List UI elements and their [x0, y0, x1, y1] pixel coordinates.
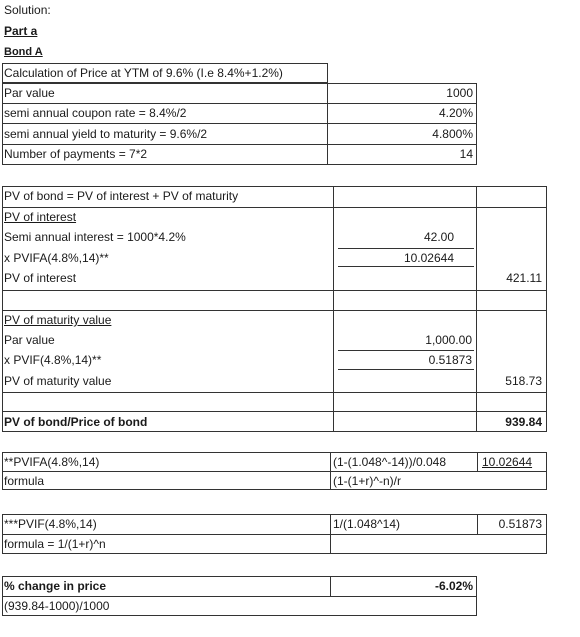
input-value: 4.20% — [438, 106, 473, 120]
semi-annual-interest-label: Semi annual interest = 1000*4.2% — [4, 230, 186, 244]
pvif-box-value: 0.51873 — [498, 517, 542, 531]
part-heading: Part a — [4, 24, 38, 38]
calc-title: Calculation of Price at YTM of 9.6% (I.e 8.4%+1.2%) — [4, 66, 283, 80]
pv-interest-heading: PV of interest — [4, 210, 77, 224]
input-label: Number of payments = 7*2 — [4, 147, 148, 161]
pv-interest-label: PV of interest — [4, 271, 77, 285]
pvifa-value: 10.02644 — [403, 251, 454, 265]
input-value: 1000 — [446, 86, 473, 100]
pv-interest-value: 421.11 — [506, 271, 542, 285]
pvif-box-label: ***PVIF(4.8%,14) — [4, 517, 97, 531]
input-value: 14 — [459, 147, 473, 161]
pv-maturity-heading: PV of maturity value — [4, 313, 112, 327]
input-label: Par value — [4, 86, 55, 100]
pvifa-box-label2: formula — [4, 474, 45, 488]
pv-maturity-value: 518.73 — [505, 374, 542, 388]
pvifa-label: x PVIFA(4.8%,14)** — [4, 251, 109, 265]
pvif-box-label2: formula = 1/(1+r)^n — [4, 537, 106, 551]
pvif-label: x PVIF(4.8%,14)** — [4, 353, 102, 367]
semi-annual-interest-value: 42.00 — [423, 230, 454, 244]
price-label: PV of bond/Price of bond — [4, 415, 148, 429]
par-label: Par value — [4, 333, 55, 347]
pvifa-box-formula: (1-(1.048^-14))/0.048 — [333, 455, 447, 469]
change-value: -6.02% — [434, 579, 473, 593]
change-label: % change in price — [4, 579, 107, 593]
input-label: semi annual coupon rate = 8.4%/2 — [4, 106, 187, 120]
change-formula: (939.84-1000)/1000 — [4, 599, 110, 613]
pvif-box-formula: 1/(1.048^14) — [333, 517, 401, 531]
pvif-value: 0.51873 — [428, 353, 472, 367]
bond-heading: Bond A — [4, 46, 43, 58]
solution-heading: Solution: — [4, 3, 51, 17]
pv-table — [2, 186, 547, 432]
pvifa-box-label: **PVIFA(4.8%,14) — [4, 455, 100, 469]
pv-formula: PV of bond = PV of interest + PV of maturity — [4, 189, 239, 203]
input-label: semi annual yield to maturity = 9.6%/2 — [4, 127, 208, 141]
par-value: 1,000.00 — [425, 333, 472, 347]
price-value: 939.84 — [505, 415, 542, 429]
pvifa-box-formula2: (1-(1+r)^-n)/r — [333, 474, 401, 488]
pv-maturity-label: PV of maturity value — [4, 374, 112, 388]
pvifa-box-value: 10.02644 — [482, 455, 533, 469]
input-value: 4.800% — [432, 127, 473, 141]
